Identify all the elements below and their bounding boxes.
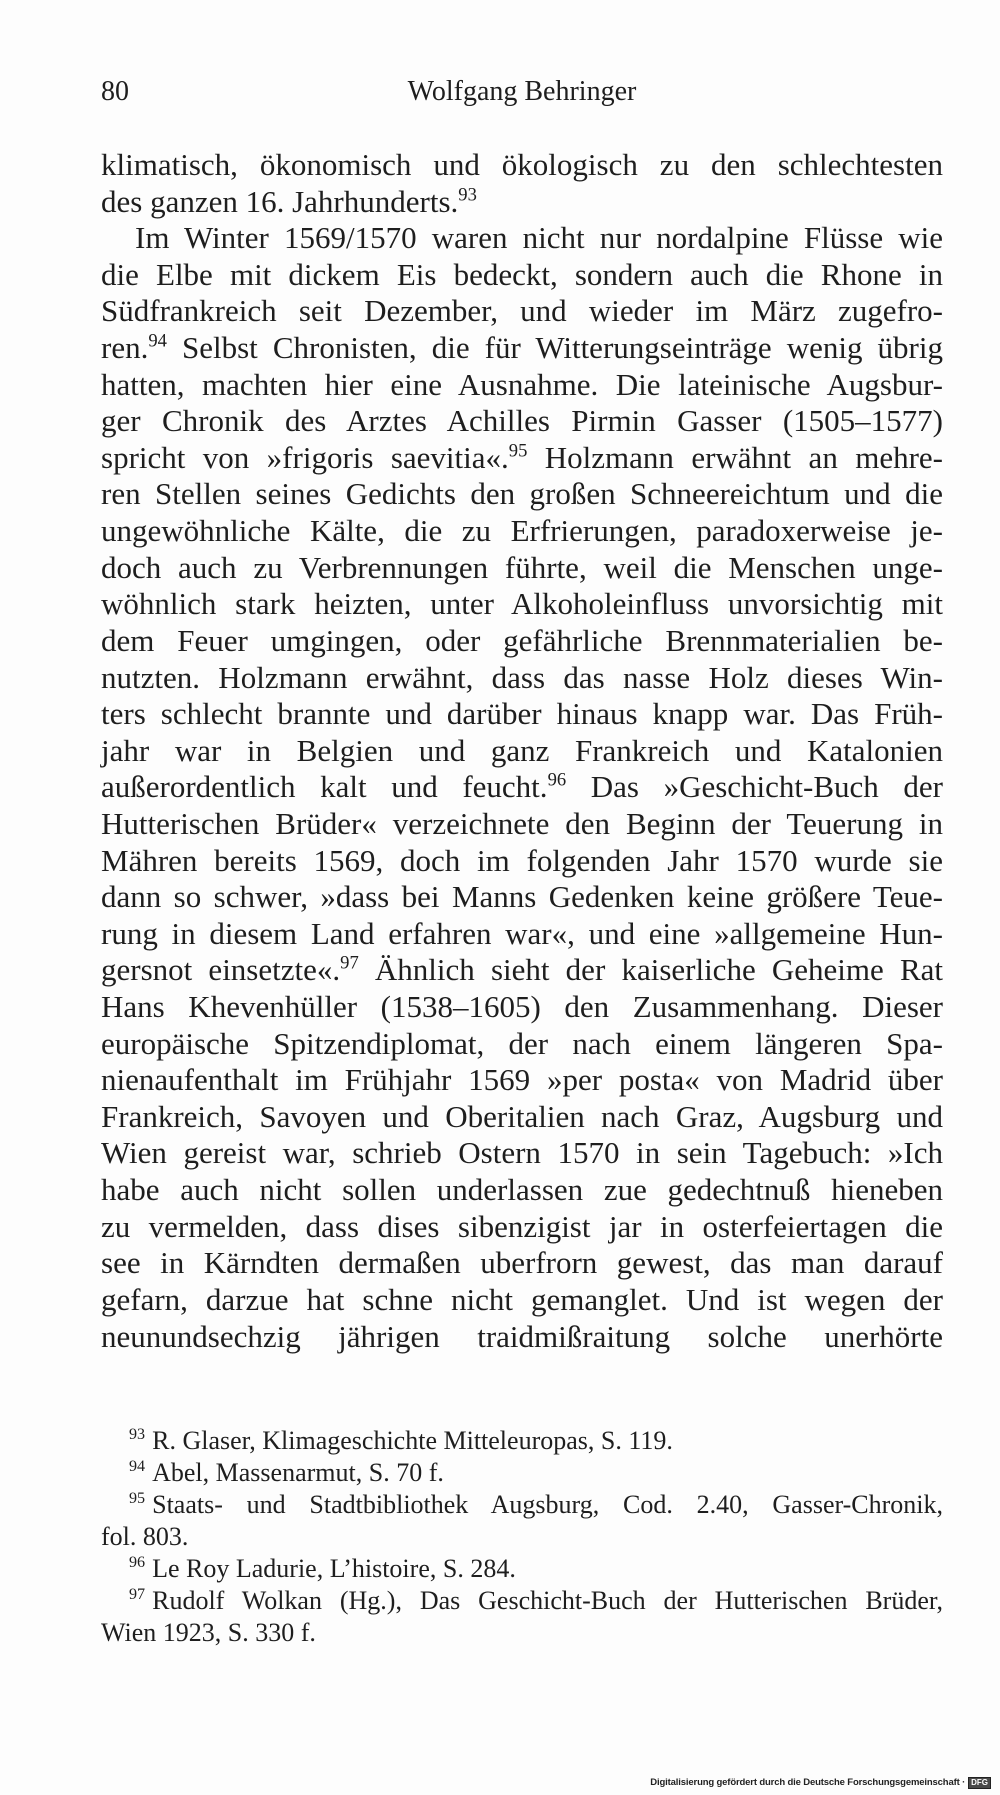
running-head	[101, 76, 943, 108]
body-text	[101, 147, 943, 1355]
footnote-number: 94	[129, 1458, 146, 1476]
body-line-text: Holzmann erwähnt an mehre-	[527, 439, 944, 475]
body-line-16	[101, 696, 943, 733]
footnote-95	[101, 1489, 943, 1521]
body-line-text: neunundsechzig jährigen traidmißraitung solche unerhörte	[101, 1318, 943, 1354]
body-line-text: ters schlecht brannte und darüber hinaus knapp war. Das Früh-	[101, 696, 943, 732]
body-line-20	[101, 843, 943, 880]
body-line-text: jahr war in Belgien und ganz Frankreich und Katalonien	[101, 732, 943, 768]
footnote-97-continued	[101, 1617, 943, 1649]
footnote-number: 93	[129, 1426, 146, 1444]
footnote-text: R. Glaser, Klimageschichte Mitteleuropas, S. 119.	[152, 1426, 673, 1455]
footnote-text: Rudolf Wolkan (Hg.), Das Geschicht-Buch der Hutterischen Brüder,	[152, 1586, 943, 1616]
body-line-text: dann so schwer, »dass bei Manns Gedenken keine größere Teue-	[101, 879, 943, 915]
body-line-text: habe auch nicht sollen underlassen zue gedechtnuß hieneben	[101, 1172, 943, 1208]
body-line-text: nienaufenthalt im Frühjahr 1569 »per posta« von Madrid über	[101, 1062, 943, 1098]
body-line-31	[101, 1245, 943, 1282]
footnote-ref-93: 93	[458, 184, 477, 206]
body-line-text: gersnot einsetzte«.	[101, 952, 341, 988]
page-number: 80	[101, 76, 129, 107]
body-line-text: see in Kärndten dermaßen uberfrorn gewest, das man darauf	[101, 1245, 943, 1281]
footnotes	[101, 1425, 943, 1649]
body-line-33	[101, 1319, 943, 1356]
body-line-14	[101, 623, 943, 660]
footnote-ref-96: 96	[547, 769, 567, 791]
running-title: Wolfgang Behringer	[407, 76, 637, 107]
body-line-text: rung in diesem Land erfahren war«, und eine »allgemeine Hun-	[101, 915, 943, 951]
digitization-credit	[650, 1777, 991, 1789]
body-line-text: Im Winter 1569/1570 waren nicht nur nordalpine Flüsse wie	[135, 220, 943, 256]
body-line-text: gefarn, darzue hat schne nicht gemanglet. Und ist wegen der	[101, 1281, 943, 1317]
footnote-ref-94: 94	[148, 330, 167, 352]
footnote-ref-95: 95	[508, 440, 528, 462]
body-line-text: ren Stellen seines Gedichts den großen Schneereichtum und die	[101, 476, 943, 512]
body-line-25	[101, 1026, 943, 1063]
body-line-12	[101, 550, 943, 587]
body-line-text: Ähnlich sieht der kaiserliche Geheime Rat	[358, 952, 943, 988]
body-line-text: zu vermelden, dass dises sibenzigist jar in osterfeiertagen die	[101, 1208, 943, 1244]
footnote-93	[101, 1425, 943, 1457]
body-line-26	[101, 1062, 943, 1099]
body-line-28	[101, 1135, 943, 1172]
footnote-number: 96	[129, 1554, 146, 1572]
body-line-text: klimatisch, ökonomisch und ökologisch zu den schlechtesten	[101, 147, 943, 182]
body-line-15	[101, 660, 943, 697]
body-line-17	[101, 733, 943, 770]
body-line-13	[101, 586, 943, 623]
body-line-5	[101, 293, 943, 330]
body-line-text: ungewöhnliche Kälte, die zu Erfrierungen, paradoxerweise je-	[101, 513, 943, 549]
body-line-4	[101, 257, 943, 294]
footnote-text: Abel, Massenarmut, S. 70 f.	[152, 1458, 444, 1488]
body-line-text: doch auch zu Verbrennungen führte, weil die Menschen unge-	[101, 549, 943, 585]
footnote-96	[101, 1553, 943, 1585]
body-line-text: Hutterischen Brüder« verzeichnete den Beginn der Teuerung in	[101, 805, 943, 841]
body-line-text: Selbst Chronisten, die für Witterungseinträge wenig übrig	[166, 330, 943, 366]
body-line-text: hatten, machten hier eine Ausnahme. Die lateinische Augsbur-	[101, 366, 943, 402]
body-line-1	[101, 147, 943, 184]
body-line-10	[101, 476, 943, 513]
body-line-text: wöhnlich stark heizten, unter Alkoholeinfluss unvorsichtig mit	[101, 586, 943, 622]
body-line-6	[101, 330, 943, 367]
body-line-30	[101, 1209, 943, 1246]
body-line-7	[101, 367, 943, 404]
body-line-21	[101, 879, 943, 916]
footnote-94	[101, 1457, 943, 1489]
body-line-22	[101, 916, 943, 953]
body-line-text: ren.	[101, 330, 149, 366]
body-line-text: dem Feuer umgingen, oder gefährliche Brennmaterialien be-	[101, 622, 943, 658]
body-line-11	[101, 513, 943, 550]
footnote-97	[101, 1585, 943, 1617]
body-line-2	[101, 184, 943, 221]
footnote-ref-97: 97	[340, 952, 359, 974]
footnote-text: Staats- und Stadtbibliothek Augsburg, Cod. 2.40, Gasser-Chronik,	[152, 1490, 943, 1520]
footnote-number: 97	[129, 1586, 146, 1604]
body-line-3	[101, 220, 943, 257]
footnote-text: Wien 1923, S. 330 f.	[101, 1618, 316, 1648]
footnote-text: Le Roy Ladurie, L’histoire, S. 284.	[152, 1554, 516, 1584]
body-line-text: Frankreich, Savoyen und Oberitalien nach Graz, Augsburg und	[101, 1098, 943, 1134]
body-line-text: Südfrankreich seit Dezember, und wieder im März zugefro-	[101, 293, 943, 329]
body-line-29	[101, 1172, 943, 1209]
body-line-9	[101, 440, 943, 477]
body-line-text: spricht von »frigoris saevitia«.	[101, 439, 509, 475]
credit-text: Digitalisierung gefördert durch die Deutsche Forschungsgemeinschaft ·	[650, 1777, 966, 1788]
body-line-23	[101, 952, 943, 989]
body-line-32	[101, 1282, 943, 1319]
body-line-27	[101, 1099, 943, 1136]
body-line-text: Das »Geschicht-Buch der	[566, 769, 943, 805]
footnote-number: 95	[129, 1490, 146, 1508]
body-line-text: Hans Khevenhüller (1538–1605) den Zusammenhang. Dieser	[101, 989, 943, 1025]
body-line-18	[101, 769, 943, 806]
body-line-24	[101, 989, 943, 1026]
body-line-text: europäische Spitzendiplomat, der nach einem längeren Spa-	[101, 1025, 943, 1061]
body-line-text: ger Chronik des Arztes Achilles Pirmin Gasser (1505–1577)	[101, 403, 943, 439]
body-line-text: die Elbe mit dickem Eis bedeckt, sondern auch die Rhone in	[101, 256, 943, 292]
body-line-text: nutzten. Holzmann erwähnt, dass das nasse Holz dieses Win-	[101, 659, 943, 695]
body-line-8	[101, 403, 943, 440]
body-line-text: Mähren bereits 1569, doch im folgenden Jahr 1570 wurde sie	[101, 842, 943, 878]
body-line-text: Wien gereist war, schrieb Ostern 1570 in sein Tagebuch: »Ich	[101, 1135, 943, 1171]
body-line-19	[101, 806, 943, 843]
body-line-text: des ganzen 16. Jahrhunderts.	[101, 183, 459, 219]
footnote-text: fol. 803.	[101, 1522, 189, 1552]
body-line-text: außerordentlich kalt und feucht.	[101, 769, 548, 805]
dfg-logo: DFG	[968, 1777, 991, 1789]
footnote-95-continued	[101, 1521, 943, 1553]
